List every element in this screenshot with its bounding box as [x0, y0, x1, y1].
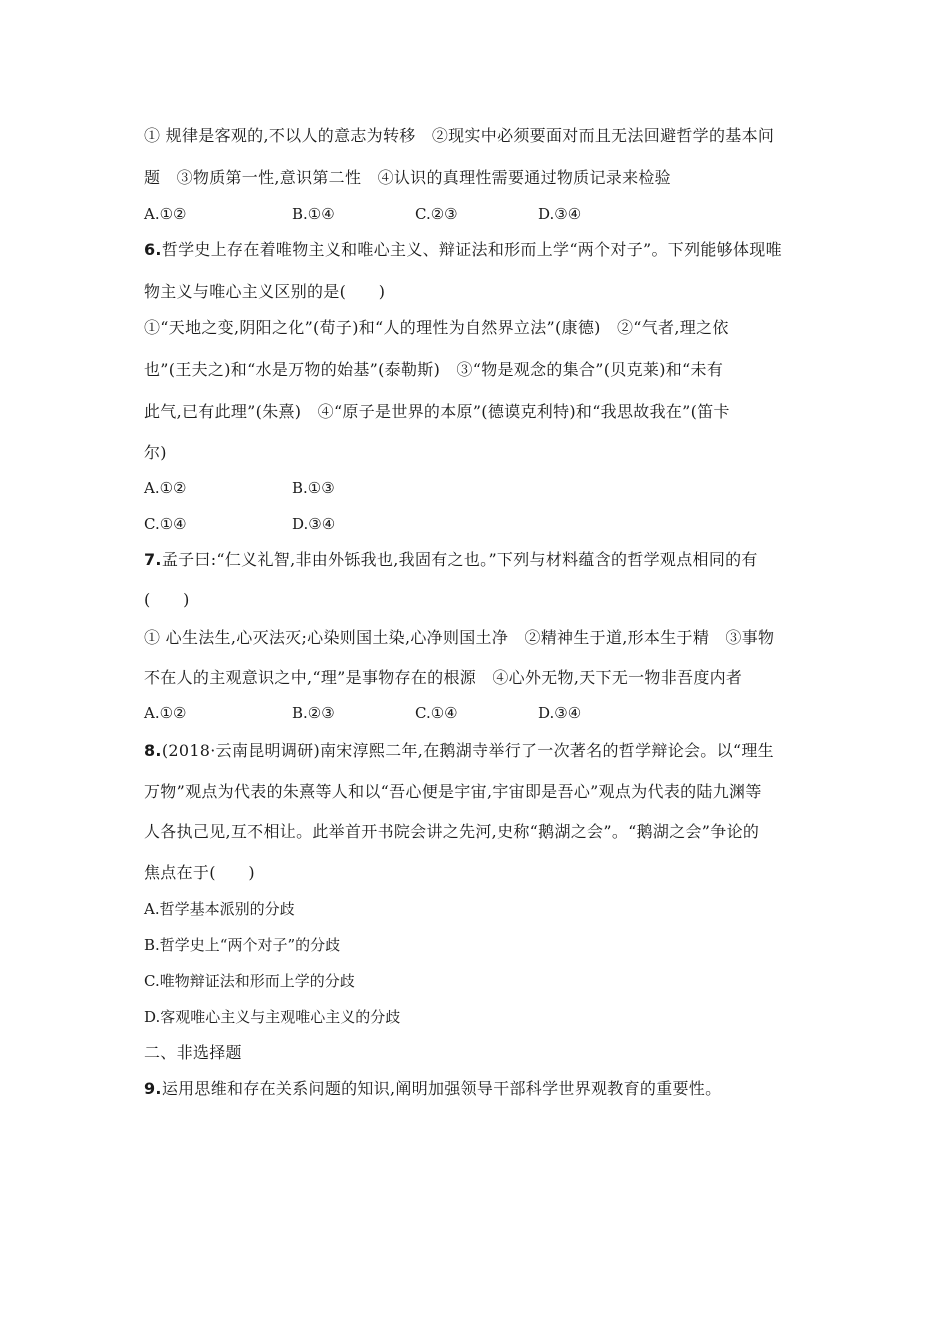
q8-stem-line3: 人各执己见,互不相让。此举首开书院会讲之先河,史称“鹅湖之会”。“鹅湖之会”争论的	[144, 822, 760, 841]
q7-stem-text: 孟子曰:“仁义礼智,非由外铄我也,我固有之也。”下列与材料蕴含的哲学观点相同的有	[161, 550, 758, 569]
q8-stem-line2: 万物”观点为代表的朱熹等人和以“吾心便是宇宙,宇宙即是吾心”观点为代表的陆九渊等	[144, 782, 762, 801]
q7-statements-line1: ① 心生法生,心灭法灭;心染则国土染,心净则国土净 ②精神生于道,形本生于精 ③事物	[144, 628, 775, 647]
q8-stem-text: (2018·云南昆明调研)南宋淳熙二年,在鹅湖寺举行了一次著名的哲学辩论会。以“理生	[161, 741, 774, 760]
q6-option-b[interactable]: B.①③	[292, 479, 335, 497]
q8-option-c[interactable]: C.唯物辩证法和形而上学的分歧	[144, 972, 355, 990]
q6-statements-line1: ①“天地之变,阴阳之化”(荀子)和“人的理性为自然界立法”(康德) ②“气者,理之依	[144, 318, 729, 337]
q8-stem-line1	[144, 741, 824, 761]
q5-option-a[interactable]: A.①②	[144, 205, 187, 223]
q5-option-c[interactable]: C.②③	[415, 205, 458, 223]
q7-stem-line2: ( )	[144, 590, 190, 609]
q7-option-c[interactable]: C.①④	[415, 704, 458, 722]
q6-option-d[interactable]: D.③④	[292, 515, 336, 533]
q7-number: 7.	[144, 550, 162, 569]
q6-statements-line2: 也”(王夫之)和“水是万物的始基”(泰勒斯) ③“物是观念的集合”(贝克莱)和“未有	[144, 360, 724, 379]
q6-option-a[interactable]: A.①②	[144, 479, 187, 497]
q5-statements-line2: 题 ③物质第一性,意识第二性 ④认识的真理性需要通过物质记录来检验	[144, 168, 671, 187]
q8-option-a[interactable]: A.哲学基本派别的分歧	[144, 900, 295, 918]
section-heading-non-choice: 二、非选择题	[144, 1043, 242, 1062]
q5-option-d[interactable]: D.③④	[538, 205, 582, 223]
q7-option-b[interactable]: B.②③	[292, 704, 335, 722]
q6-statements-line3: 此气,已有此理”(朱熹) ④“原子是世界的本原”(德谟克利特)和“我思故我在”(笛卡	[144, 402, 730, 421]
q7-option-d[interactable]: D.③④	[538, 704, 582, 722]
q5-statements-line1: ① 规律是客观的,不以人的意志为转移 ②现实中必须要面对而且无法回避哲学的基本问	[144, 126, 775, 145]
q7-statements-line2: 不在人的主观意识之中,“理”是事物存在的根源 ④心外无物,天下无一物非吾度内者	[144, 668, 743, 687]
q9-stem	[144, 1079, 824, 1099]
q6-stem-text: 哲学史上存在着唯物主义和唯心主义、辩证法和形而上学“两个对子”。下列能够体现唯	[161, 240, 782, 259]
q6-stem-line2: 物主义与唯心主义区别的是( )	[144, 282, 386, 301]
q6-number: 6.	[144, 240, 162, 259]
q8-option-b[interactable]: B.哲学史上“两个对子”的分歧	[144, 936, 341, 954]
q5-option-b[interactable]: B.①④	[292, 205, 335, 223]
q8-option-d[interactable]: D.客观唯心主义与主观唯心主义的分歧	[144, 1008, 401, 1026]
q7-stem-line1	[144, 550, 824, 570]
q9-number: 9.	[144, 1079, 162, 1098]
q8-stem-line4: 焦点在于( )	[144, 863, 255, 882]
q6-option-c[interactable]: C.①④	[144, 515, 187, 533]
q8-number: 8.	[144, 741, 162, 760]
q6-stem-line1	[144, 240, 824, 260]
q9-stem-text: 运用思维和存在关系问题的知识,阐明加强领导干部科学世界观教育的重要性。	[161, 1079, 722, 1098]
q7-option-a[interactable]: A.①②	[144, 704, 187, 722]
q6-statements-line4: 尔)	[144, 443, 167, 462]
